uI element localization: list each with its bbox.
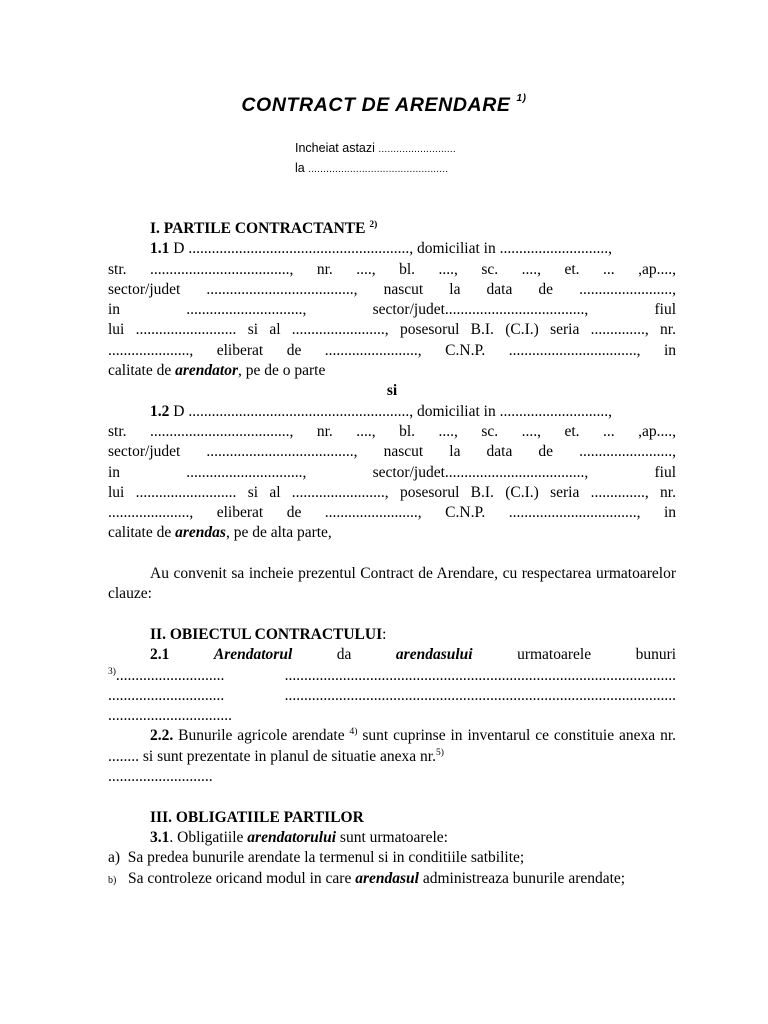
concluded-date-line: Incheiat astazi .......................... [295,141,456,155]
title-text: CONTRACT DE ARENDARE [241,94,511,116]
section-2-heading: II. OBIECTUL CONTRACTULUI: [150,625,387,643]
obligation-item-a: a) Sa predea bunurile arendate la termenul si in conditiile satbilite; [108,849,525,867]
concluded-place-line: la ............................................... [295,161,449,175]
agreement-paragraph: Au convenit sa incheie prezentul Contract de Arendare, cu respectarea urmatoarelor clauze: [108,565,676,603]
document-body [108,219,676,891]
document-title [0,94,768,117]
party-1-clause: 1.1 D ........................................................., domiciliat in ............................, str. ...................................., nr. ...., bl. ...., sc. ...., et. ... ,ap...., sector/judet ......................................, nascut la data de ........................, in .............................., sector/judet...................................., fiul lui .......................... si al ........................, posesorul B.I. (C.I.) seria .............., nr. ....................., eliberat de ........................, C.N.P. ................................., in calitate de arendator, pe de o parte [108,240,676,380]
concluded-block [295,139,555,179]
clause-2-2: 2.2. Bunurile agricole arendate $^{4)}$ sunt cuprinse in inventarul ce constituie anexa nr. ........ si sunt prezentate in planul de situatie anexa nr.$^{5)}$ ........................... [108,727,676,786]
obligation-item-b: b) Sa controleze oricand modul in care arendasul administreaza bunurile arendate; [108,869,626,887]
section-3-heading: III. OBLIGATIILE PARTILOR [150,808,364,826]
title-footnote-ref: 1) [516,92,527,104]
clause-3-1: 3.1. Obligatiile arendatorului sunt urmatoarele: [150,828,448,846]
section-1-heading: I. PARTILE CONTRACTANTE $^{2)}$ [150,219,378,237]
clause-2-1: 2.1 Arendatorul da arendasului urmatoarele bunuri $^{3)}$............................ ..................................................................................................... .............................. ..................................................................................................... ................................ [108,646,677,725]
and-separator: si [386,382,398,400]
party-2-clause: 1.2 D ........................................................., domiciliat in ............................, str. ...................................., nr. ...., bl. ...., sc. ...., et. ... ,ap...., sector/judet ......................................, nascut la data de ........................, in .............................., sector/judet...................................., fiul lui .......................... si al ........................, posesorul B.I. (C.I.) seria .............., nr. ....................., eliberat de ........................, C.N.P. ................................., in calitate de arendas, pe de alta parte, [108,402,676,542]
